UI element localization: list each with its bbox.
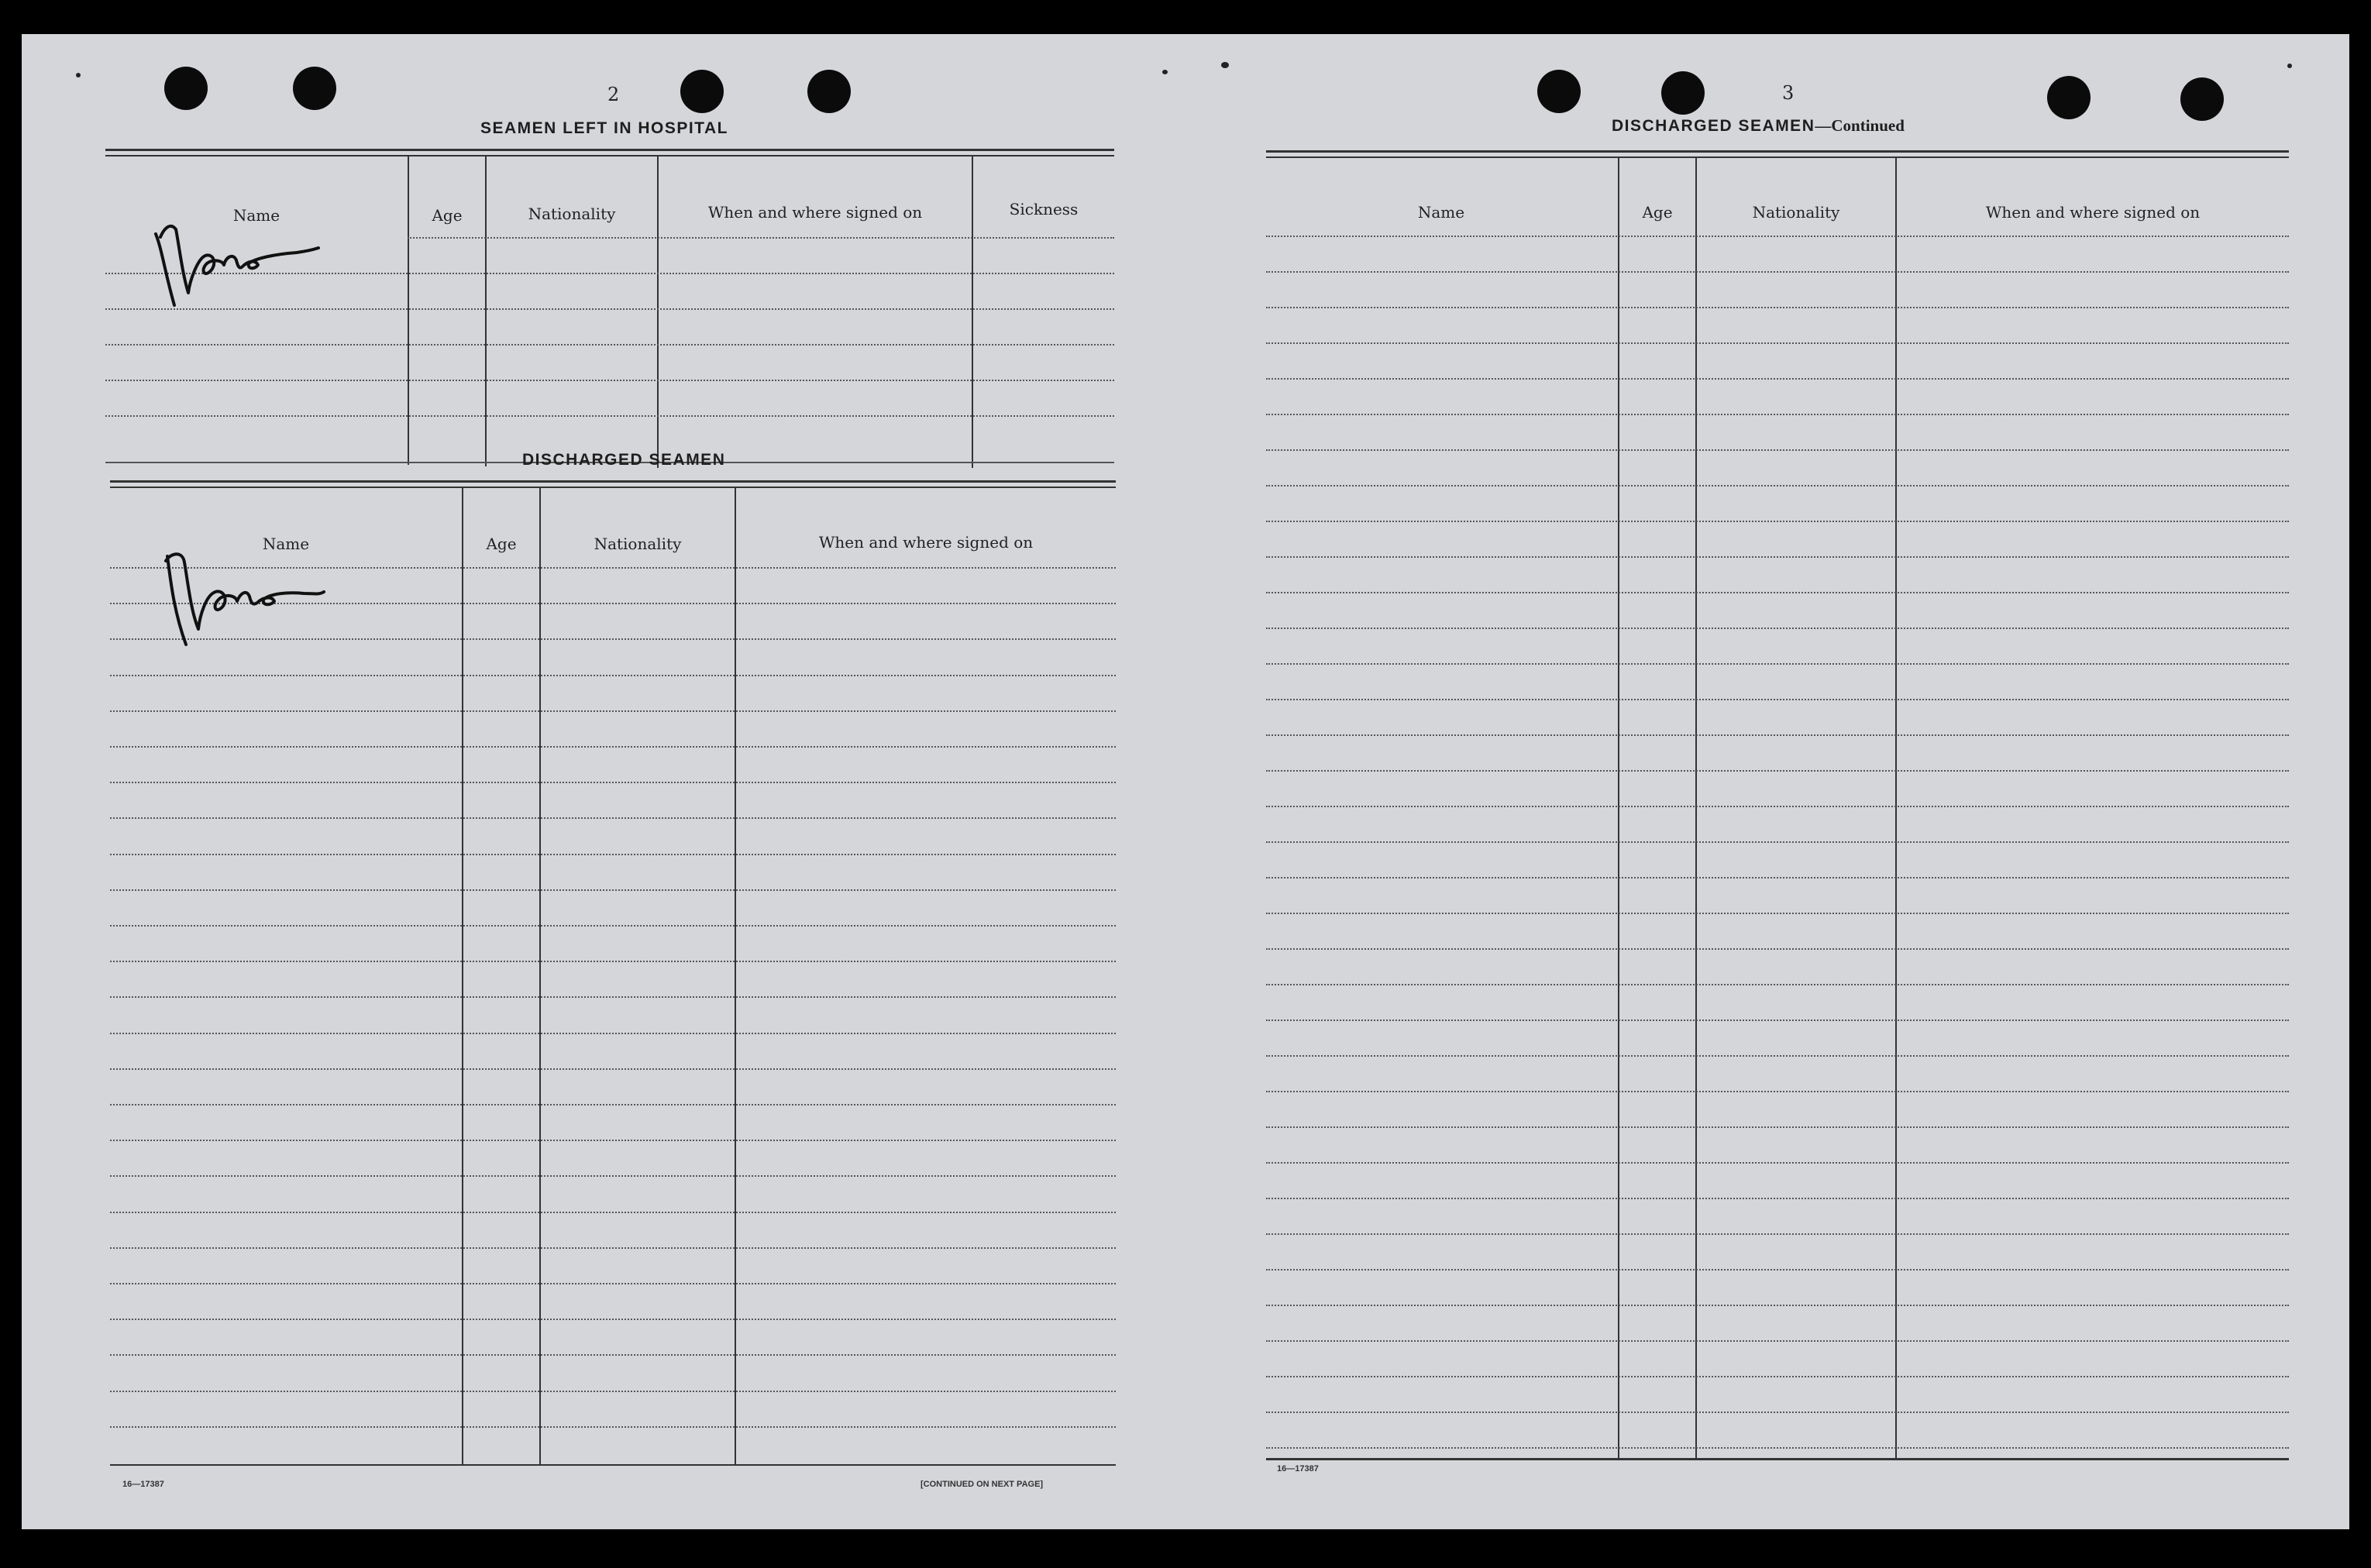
ledger-row-line: [1266, 628, 2289, 629]
right-col-age: Age: [1642, 203, 1673, 222]
paper-speck: [76, 73, 81, 77]
ledger-row-line: [1266, 699, 2289, 700]
ledger-row-line: [110, 996, 1116, 998]
paper-speck: [2287, 64, 2292, 68]
ledger-row-line: [110, 889, 1116, 891]
binder-hole: [1537, 70, 1581, 113]
ledger-row-line: [1266, 521, 2289, 522]
ledger-row-line: [1266, 806, 2289, 807]
discharged-section-title: DISCHARGED SEAMEN: [522, 451, 726, 469]
ledger-row-line: [1266, 1305, 2289, 1306]
ledger-row-line: [1266, 592, 2289, 593]
ledger-row-line: [1266, 342, 2289, 344]
ledger-row-line: [1266, 414, 2289, 415]
continued-on-next-page: [CONTINUED ON NEXT PAGE]: [921, 1480, 1044, 1489]
ledger-row-line: [1266, 1269, 2289, 1271]
ledger-row-line: [110, 1033, 1116, 1034]
discharged-col-signed-on: When and where signed on: [818, 533, 1034, 552]
page-number-right: 3: [1782, 82, 1795, 104]
ledger-row-line: [110, 1391, 1116, 1392]
ledger-row-line: [1266, 734, 2289, 736]
ledger-row-line: [1266, 1233, 2289, 1235]
ledger-row-line: [110, 1283, 1116, 1284]
ledger-row-line: [1266, 1376, 2289, 1377]
binder-hole: [680, 70, 724, 113]
ledger-row-line: [110, 1247, 1116, 1249]
form-number-right: 16—17387: [1277, 1464, 1319, 1473]
ledger-row-line: [110, 817, 1116, 819]
ledger-row-line: [1266, 1020, 2289, 1021]
discharged-continued-title: [1612, 116, 1905, 136]
binder-hole: [2180, 77, 2224, 121]
ledger-row-line: [110, 1140, 1116, 1141]
ledger-row-line: [110, 854, 1116, 855]
ledger-row-line: [1266, 1198, 2289, 1199]
ledger-row-line: [1266, 948, 2289, 950]
binder-hole: [1661, 71, 1705, 115]
discharged-table-right: [1266, 150, 2289, 1466]
ledger-row-line: [1266, 913, 2289, 914]
ledger-row-line: [1266, 841, 2289, 843]
ledger-row-line: [1266, 236, 2289, 237]
right-col-name: Name: [1417, 203, 1465, 222]
ledger-row-line: [1266, 663, 2289, 665]
page-number-left: 2: [607, 84, 620, 105]
hospital-section-title: SEAMEN LEFT IN HOSPITAL: [480, 119, 728, 137]
ledger-row-line: [1266, 1055, 2289, 1057]
hospital-col-age: Age: [432, 206, 463, 225]
ledger-row-line: [110, 710, 1116, 712]
binder-hole: [2047, 76, 2091, 119]
ledger-row-line: [110, 1212, 1116, 1213]
form-number-left: 16—17387: [122, 1480, 164, 1489]
hospital-col-signed-on: When and where signed on: [707, 203, 923, 222]
hospital-col-sickness: Sickness: [1009, 200, 1079, 218]
discharged-col-name: Name: [262, 535, 310, 553]
ledger-row-line: [110, 1175, 1116, 1177]
binder-hole: [807, 70, 851, 113]
ledger-row-line: [1266, 770, 2289, 772]
ledger-row-line: [1266, 1126, 2289, 1128]
ledger-row-line: [110, 1104, 1116, 1106]
ledger-row-line: [1266, 271, 2289, 273]
binder-hole: [164, 67, 208, 110]
hospital-col-name: Name: [232, 206, 280, 225]
document-sheet: [22, 34, 2349, 1529]
discharged-col-age: Age: [486, 535, 517, 553]
ledger-row-line: [1266, 1162, 2289, 1164]
ledger-row-line: [1266, 485, 2289, 487]
ledger-row-line: [1266, 556, 2289, 558]
ledger-row-line: [110, 1319, 1116, 1320]
ledger-row-line: [1266, 307, 2289, 308]
ledger-row-line: [110, 746, 1116, 748]
ledger-row-line: [1266, 984, 2289, 985]
discharged-col-nationality: Nationality: [594, 535, 682, 553]
ledger-row-line: [110, 675, 1116, 676]
ledger-row-line: [110, 1354, 1116, 1356]
ledger-row-line: [1266, 1447, 2289, 1449]
handwritten-none-hospital: [142, 218, 328, 311]
title-continued: —Continued: [1815, 116, 1905, 135]
ledger-row-line: [110, 782, 1116, 783]
ledger-row-line: [110, 961, 1116, 962]
title-main: DISCHARGED SEAMEN: [1612, 117, 1815, 135]
ledger-row-line: [110, 1068, 1116, 1070]
right-col-signed-on: When and where signed on: [1985, 203, 2201, 222]
ledger-row-line: [110, 1426, 1116, 1428]
binder-hole: [293, 67, 336, 110]
ledger-row-line: [1266, 877, 2289, 879]
handwritten-none-discharged: [144, 548, 330, 649]
paper-speck: [1162, 70, 1168, 74]
ledger-row-line: [1266, 1340, 2289, 1342]
ledger-row-line: [1266, 449, 2289, 451]
ledger-row-line: [1266, 1091, 2289, 1092]
right-col-nationality: Nationality: [1752, 203, 1840, 222]
ledger-row-line: [1266, 1412, 2289, 1413]
paper-speck: [1221, 62, 1229, 68]
ledger-row-line: [110, 925, 1116, 927]
ledger-row-line: [1266, 378, 2289, 380]
hospital-col-nationality: Nationality: [528, 205, 616, 223]
